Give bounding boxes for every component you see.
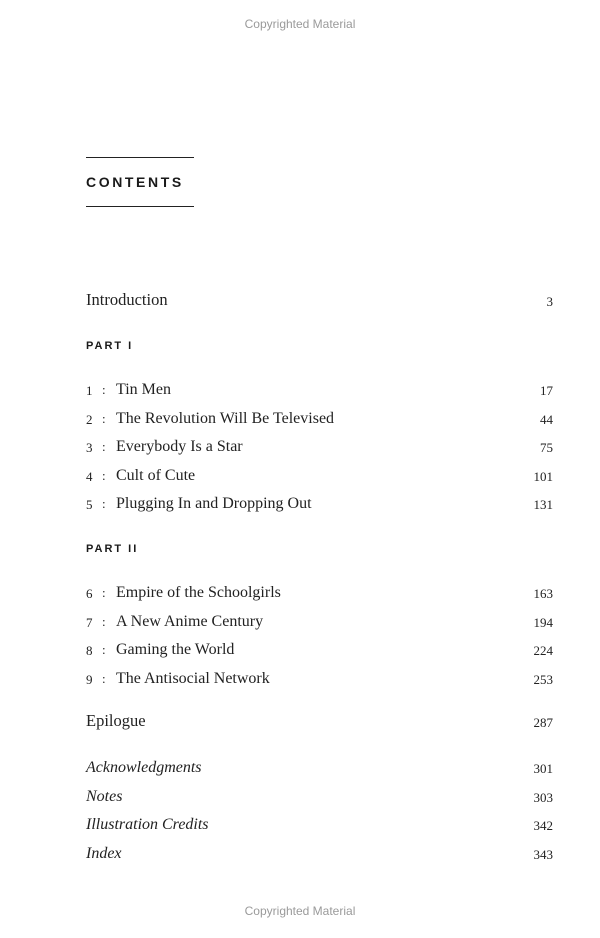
copyright-watermark-top: Copyrighted Material [244, 17, 356, 31]
toc-chapter-7[interactable] [86, 609, 553, 633]
chapter-page: 131 [533, 497, 553, 512]
toc-chapter-2[interactable] [86, 406, 553, 430]
chapter-title: Gaming the World [116, 641, 235, 658]
chapter-title: The Antisocial Network [116, 670, 270, 687]
toc-entry-acknowledgments[interactable] [86, 755, 553, 779]
chapter-page: 253 [533, 672, 553, 687]
toc-entry-title: Index [86, 845, 122, 862]
toc-chapter-8[interactable] [86, 637, 553, 661]
toc-entry-page: 301 [533, 761, 553, 776]
chapter-separator: : [102, 411, 106, 426]
chapter-separator: : [102, 382, 106, 397]
chapter-separator: : [102, 468, 106, 483]
chapter-page: 75 [540, 440, 553, 455]
heading-rule-bottom [86, 206, 194, 207]
toc-entry-title: Introduction [86, 290, 168, 309]
chapter-title: The Revolution Will Be Televised [116, 410, 335, 427]
toc-entry-index[interactable] [86, 841, 553, 865]
copyright-watermark-bottom: Copyrighted Material [244, 904, 356, 918]
heading-rule-top [86, 157, 194, 158]
chapter-page: 163 [533, 586, 553, 601]
chapter-separator: : [102, 671, 106, 686]
toc-chapter-6[interactable] [86, 580, 553, 604]
chapter-title: Plugging In and Dropping Out [116, 495, 312, 512]
toc-entry-title: Acknowledgments [86, 759, 202, 776]
toc-entry-illustration-credits[interactable] [86, 812, 553, 836]
toc-entry-introduction[interactable] [86, 288, 553, 312]
toc-chapter-3[interactable] [86, 434, 553, 458]
chapter-title: Cult of Cute [116, 467, 196, 484]
chapter-page: 17 [540, 383, 553, 398]
chapter-separator: : [102, 614, 106, 629]
chapter-number: 7 [86, 615, 93, 630]
toc-entry-page: 342 [533, 818, 553, 833]
toc-chapter-9[interactable] [86, 666, 553, 690]
chapter-title: Empire of the Schoolgirls [116, 584, 281, 601]
toc-entry-page: 287 [533, 715, 553, 730]
chapter-title: Everybody Is a Star [116, 438, 243, 455]
chapter-number: 4 [86, 469, 93, 484]
chapter-number: 6 [86, 586, 93, 601]
toc-entry-title: Notes [86, 788, 123, 805]
chapter-separator: : [102, 496, 106, 511]
toc-chapter-1[interactable] [86, 377, 553, 401]
chapter-title: Tin Men [116, 381, 171, 398]
chapter-separator: : [102, 439, 106, 454]
toc-entry-page: 343 [533, 847, 553, 862]
part-heading-2: PART II [86, 543, 139, 555]
toc-entry-page: 3 [546, 294, 553, 309]
chapter-page: 101 [533, 469, 553, 484]
chapter-page: 44 [540, 412, 553, 427]
toc-entry-page: 303 [533, 790, 553, 805]
chapter-number: 3 [86, 440, 93, 455]
chapter-title: A New Anime Century [116, 613, 264, 630]
contents-heading: CONTENTS [86, 174, 184, 190]
chapter-number: 2 [86, 412, 93, 427]
chapter-number: 1 [86, 383, 93, 398]
chapter-page: 224 [533, 643, 553, 658]
chapter-number: 9 [86, 672, 93, 687]
chapter-number: 8 [86, 643, 93, 658]
chapter-separator: : [102, 642, 106, 657]
toc-entry-title: Epilogue [86, 711, 146, 730]
part-heading-1: PART I [86, 340, 134, 352]
chapter-page: 194 [533, 615, 553, 630]
chapter-separator: : [102, 585, 106, 600]
toc-entry-notes[interactable] [86, 784, 553, 808]
toc-chapter-4[interactable] [86, 463, 553, 487]
toc-chapter-5[interactable] [86, 491, 553, 515]
toc-entry-epilogue[interactable] [86, 709, 553, 733]
chapter-number: 5 [86, 497, 93, 512]
toc-entry-title: Illustration Credits [86, 816, 209, 833]
